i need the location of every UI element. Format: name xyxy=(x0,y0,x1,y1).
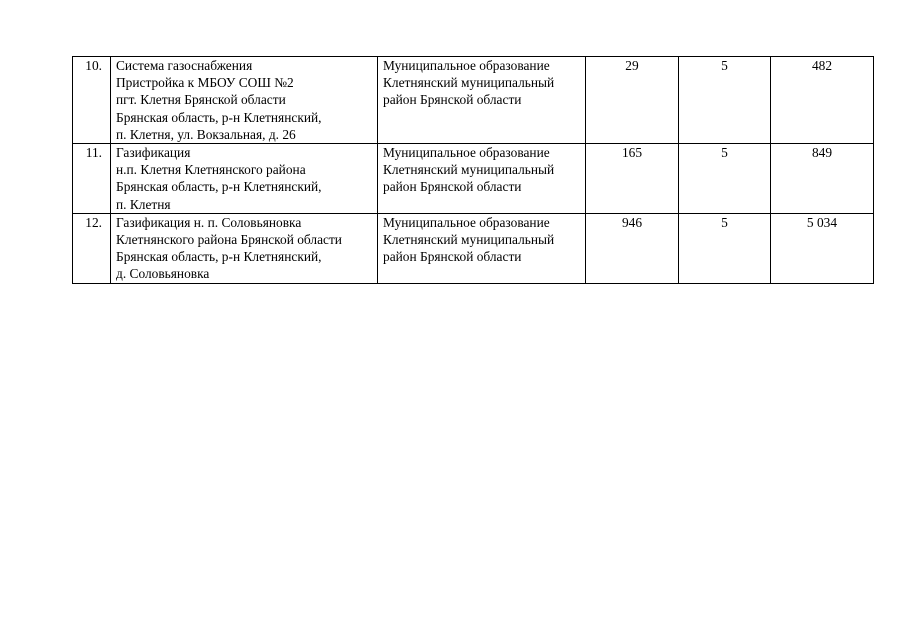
object-name-line: н.п. Клетня Клетнянского района xyxy=(116,162,306,178)
object-name-line: Газификация н. п. Соловьяновка xyxy=(116,214,302,230)
object-name-line: Газификация xyxy=(116,145,191,161)
owner-line: Муниципальное образование xyxy=(383,214,550,230)
owner-cell xyxy=(378,57,586,144)
object-name-line: д. Соловьяновка xyxy=(116,266,210,282)
object-name-line: Пристройка к МБОУ СОШ №2 xyxy=(116,75,294,91)
owner-cell xyxy=(378,213,586,283)
value-cell-col6: 482 xyxy=(771,57,874,144)
registry-table xyxy=(72,56,874,284)
object-name-line: п. Клетня xyxy=(116,196,171,212)
value-cell-col5: 5 xyxy=(679,213,771,283)
object-name-line: Брянская область, р-н Клетнянский, xyxy=(116,179,322,195)
table-row xyxy=(73,213,874,283)
value-cell-col6: 5 034 xyxy=(771,213,874,283)
object-name-cell xyxy=(111,144,378,214)
owner-cell xyxy=(378,144,586,214)
value-cell-col5: 5 xyxy=(679,144,771,214)
object-name-line: п. Клетня, ул. Вокзальная, д. 26 xyxy=(116,126,296,142)
value-cell-col4: 29 xyxy=(586,57,679,144)
object-name-cell xyxy=(111,57,378,144)
owner-line: Клетнянский муниципальный xyxy=(383,75,555,91)
object-name-line: Система газоснабжения xyxy=(116,58,253,73)
row-number: 10. xyxy=(73,57,111,144)
object-name-line: пгт. Клетня Брянской области xyxy=(116,92,286,108)
owner-line: Клетнянский муниципальный xyxy=(383,232,555,248)
owner-line: Клетнянский муниципальный xyxy=(383,162,555,178)
owner-line: район Брянской области xyxy=(383,249,522,265)
value-cell-col6: 849 xyxy=(771,144,874,214)
object-name-line: Клетнянского района Брянской области xyxy=(116,232,342,248)
row-number: 12. xyxy=(73,213,111,283)
object-name-line: Брянская область, р-н Клетнянский, xyxy=(116,249,322,265)
table-row xyxy=(73,57,874,144)
owner-line: Муниципальное образование xyxy=(383,58,550,73)
table-row xyxy=(73,144,874,214)
owner-line: район Брянской области xyxy=(383,92,522,108)
value-cell-col5: 5 xyxy=(679,57,771,144)
value-cell-col4: 165 xyxy=(586,144,679,214)
object-name-cell xyxy=(111,213,378,283)
owner-line: район Брянской области xyxy=(383,179,522,195)
owner-line: Муниципальное образование xyxy=(383,145,550,161)
value-cell-col4: 946 xyxy=(586,213,679,283)
object-name-line: Брянская область, р-н Клетнянский, xyxy=(116,109,322,125)
row-number: 11. xyxy=(73,144,111,214)
